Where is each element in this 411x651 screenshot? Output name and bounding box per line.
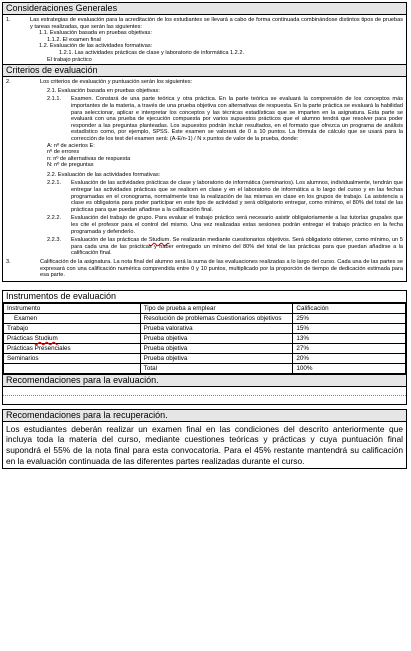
table-cell: Resolución de problemas Cuestionarios objetivos	[140, 313, 293, 323]
table-header: Calificación	[293, 303, 406, 313]
table-row	[4, 323, 406, 333]
table-cell: 15%	[293, 323, 406, 333]
studium-criteria-text	[71, 237, 403, 257]
final-grade	[3, 259, 406, 279]
criteria-body	[3, 77, 406, 281]
recovery-text: Los estudiantes deberán realizar un examen final en las condiciones del descrito anteriormente que incluya toda la materia del curso, mediante cuestiones teóricas y prácticas y cuya puntuación final supondrá el 55% de la nota final para esta convocatoria. Para el 45% restante mantendrá su calificación en la evaluación continuada de las diferentes partes realizadas durante el curso.	[6, 423, 403, 466]
recovery-box	[2, 409, 407, 469]
criteria-formative-heading: 2.2. Evaluación de las actividades formativas:	[47, 171, 161, 178]
instruments-table	[3, 303, 406, 374]
table-cell	[4, 333, 141, 343]
recovery-title: Recomendaciones para la recuperación.	[3, 410, 406, 422]
studium-word: Studium	[148, 237, 170, 244]
general-intro	[3, 17, 406, 30]
table-cell: Prácticas Presenciales	[4, 343, 141, 353]
table-cell: Prueba objetiva	[140, 333, 293, 343]
final-grade-text: Calificación de la asignatura. La nota final del alumno será la suma de las evaluaciones realizadas a lo largo del curso. Cada una de las partes se expresará con una calificación numérica comprendida entre 0 y 10 puntos, multiplicado por la proporción de tiempo de dedicación estimada para esa parte.	[40, 259, 403, 279]
table-cell: 100%	[293, 363, 406, 373]
exam-criteria	[3, 96, 406, 142]
table-cell: Trabajo	[4, 323, 141, 333]
section-title-criteria: Criterios de evaluación	[3, 64, 406, 77]
criteria-objective-heading: 2.1. Evaluación basada en pruebas objetivas:	[47, 87, 160, 94]
general-intro-text: Las estrategias de evaluación para la acreditación de los estudiantes se llevará a cabo de forma continuada combinándose distintos tipos de pruebas y tareas realizadas, que serán las siguientes:	[30, 17, 403, 30]
table-cell: Total	[140, 363, 293, 373]
studium-criteria	[3, 237, 406, 257]
item-number: 2.2.1.	[47, 180, 61, 187]
studium-word: Studium	[34, 334, 58, 342]
table-cell: Prueba objetiva	[140, 353, 293, 363]
table-header: Tipo de prueba a emplear	[140, 303, 293, 313]
table-cell: Examen	[4, 313, 141, 323]
table-cell: Prueba valorativa	[140, 323, 293, 333]
formula-line-1: A: nº de aciertos E:	[47, 142, 95, 149]
section-title-general: Consideraciones Generales	[3, 3, 406, 15]
criteria-intro	[3, 79, 406, 86]
table-cell: 27%	[293, 343, 406, 353]
table-row	[4, 343, 406, 353]
cell-text-a: Prácticas	[7, 334, 35, 342]
item-number: 2.2.3.	[47, 237, 61, 244]
group-work-criteria-text: Evaluación del trabajo de grupo. Para evaluar el trabajo práctico será necesario asistir obligatoriamente a las tutorías grupales que les cite el profesor para el control del mismo. Una vez realizadas estas sesiones podrán entregar el trabajo práctico en la fecha programada y defenderlo.	[71, 215, 403, 235]
table-cell: Seminarios	[4, 353, 141, 363]
table-cell	[4, 363, 141, 373]
table-cell: Prueba objetiva	[140, 343, 293, 353]
subsection-final-exam: 1.1.2. El examen final	[47, 36, 101, 43]
table-cell: 13%	[293, 333, 406, 343]
item-number: 2.2.2.	[47, 215, 61, 222]
formula-line-4: N: nº de preguntas	[47, 162, 94, 169]
subsection-practical-work: El trabajo práctico	[47, 56, 92, 63]
item-number: 3.	[6, 259, 11, 265]
group-work-criteria	[3, 215, 406, 235]
table-header-row	[4, 303, 406, 313]
table-row	[4, 353, 406, 363]
table-header: Instrumento	[4, 303, 141, 313]
instruments-box	[2, 290, 407, 405]
criteria-intro-text: Los criterios de evaluación y puntuación serán los siguientes:	[40, 79, 193, 86]
recommendations-title: Recomendaciones para la evaluación.	[3, 374, 406, 387]
instruments-title: Instrumentos de evaluación	[3, 291, 406, 303]
item-number: 2.	[6, 79, 11, 86]
subsection-objective-tests: 1.1. Evaluación basada en pruebas objetivas:	[39, 30, 152, 37]
table-row	[4, 333, 406, 343]
evaluation-criteria-box	[2, 2, 407, 282]
item-number: 2.1.1.	[47, 96, 61, 103]
table-cell: 25%	[293, 313, 406, 323]
studium-text-a: Evaluación de las prácticas de	[71, 237, 149, 244]
formula-line-2: nº de errores	[47, 149, 80, 156]
subsection-formative-activities: 1.2. Evaluación de las actividades formativas:	[39, 43, 153, 50]
exam-criteria-text: Examen. Constará de una parte teórica y otra práctica. En la parte teórica se evaluará la comprensión de los conceptos más importantes de la materia, a través de una prueba objetiva con alternativas de respuesta. En la parte práctica se evaluará la habilidad para seleccionar, aplicar e interpretar los conceptos y las técnicas estadísticas que se imparten en la asignatura. Esta parte se evaluará con una prueba de ejecución compuesta por varios supuestos prácticos que el alumno tendrá que resolver para poder responder a las preguntas planteadas. Los supuestos podrán incluir resultados, en el formato que ofrezca un programa de análisis estadístico como, por ejemplo, SPSS. Este examen se valorará de 0 a 10 puntos. La fórmula de cálculo que se usará para la corrección de los test del examen será: (A-E/n-1) / N x puntos de valor de la prueba, donde:	[71, 96, 403, 142]
practical-criteria	[3, 180, 406, 213]
table-row	[4, 313, 406, 323]
studium-text-b: . Se realizarán mediante cuestionarios objetivos. Será obligatorio obtener, como mínimo, un 5 para cada una de las prácticas y haber entregado un mínimo del 80% del total de las prácticas para que puedan añadirse a la calificación final.	[71, 237, 403, 257]
general-considerations-body	[3, 15, 406, 64]
subsection-practical-activities: 1.2.1. Las actividades prácticas de clase y laboratorio de informática 1.2.2.	[59, 49, 245, 56]
recommendations-blank	[3, 387, 406, 395]
formula-line-3: n: nº de alternativas de respuesta	[47, 155, 131, 162]
practical-criteria-text: Evaluación de las actividades prácticas de clase y laboratorio de informática (seminarios). Los alumnos, individualmente, tendrán que entregar las actividades prácticas que se realicen en clase y en el laboratorio de informática a lo largo del curso y en las fechas programadas en el cronograma, normalmente tras la realización de las mismas en clase en los grupos de trabajo. La asistencia a clase es obligatoria para poder participar en este tipo de actividad y será obligatorio entregar, como mínimo, el 80% del total de las prácticas para que puedan añadirse a la calificación final.	[71, 180, 403, 213]
item-number: 1.	[6, 17, 11, 23]
table-row	[4, 363, 406, 373]
table-cell: 20%	[293, 353, 406, 363]
recommendations-blank	[3, 395, 406, 404]
